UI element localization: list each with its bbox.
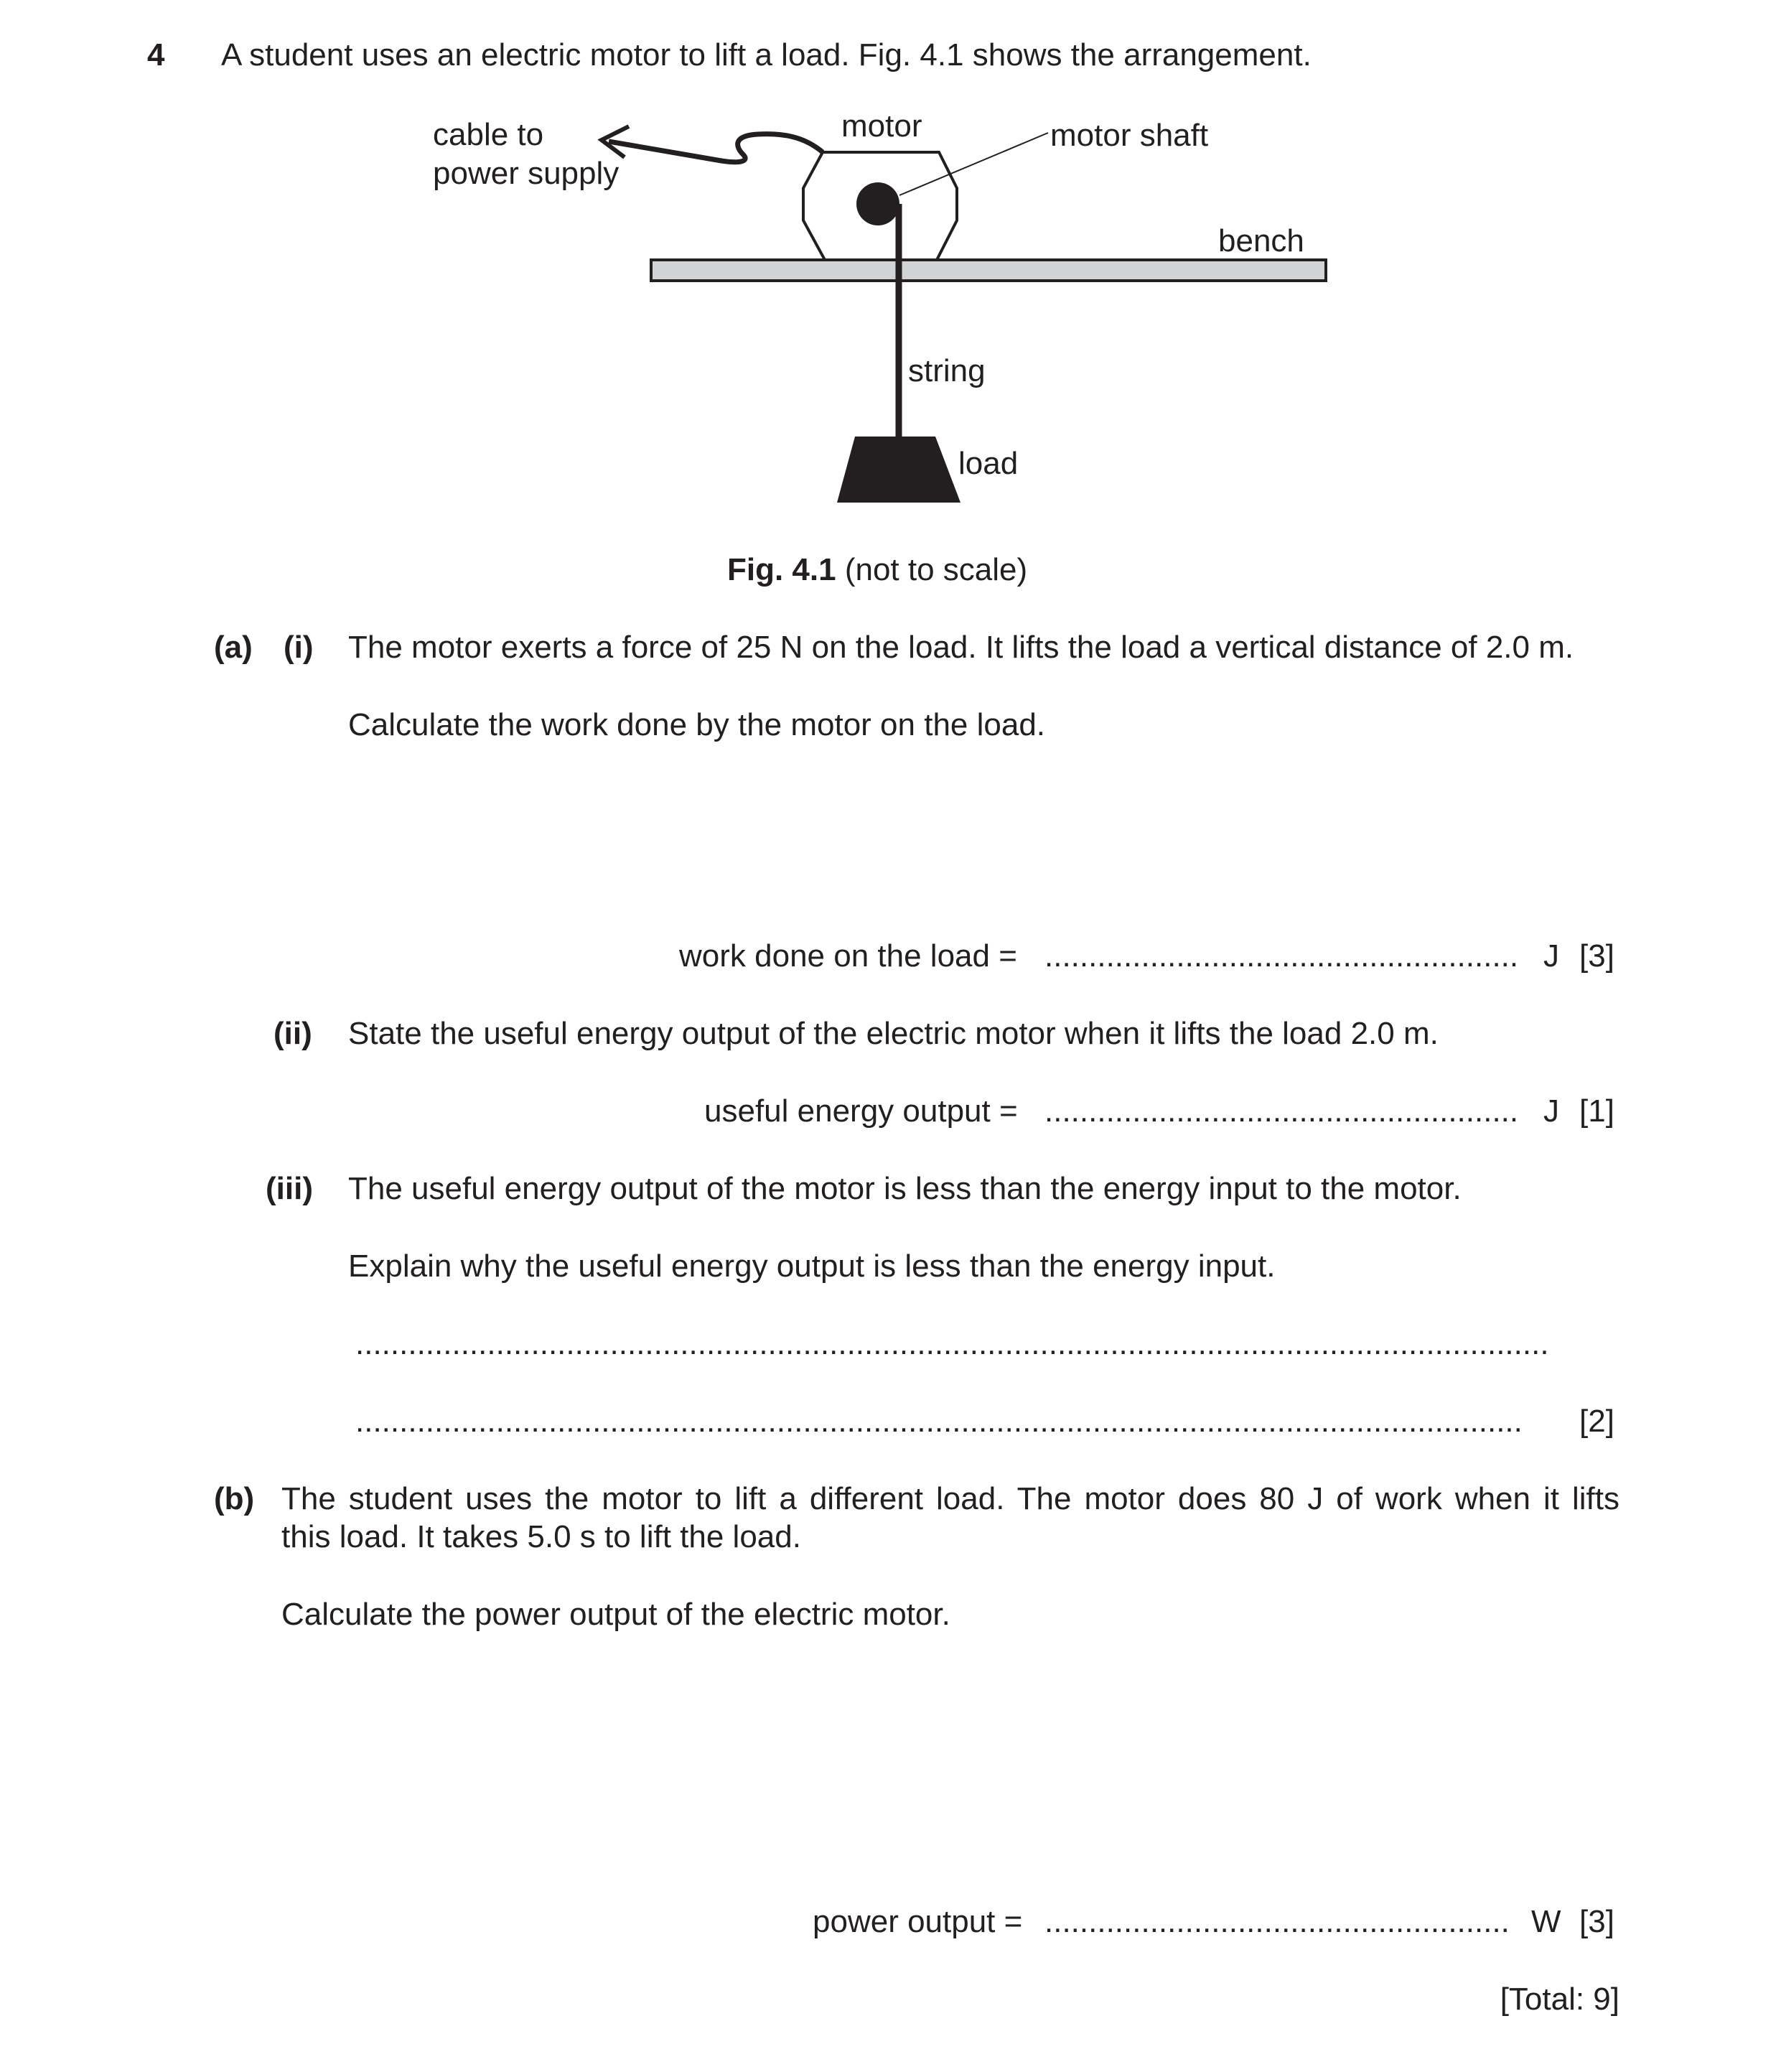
label-bench: bench: [1218, 223, 1304, 258]
part-a-ii-text: State the useful energy output of the electric motor when it lifts the load 2.0 m.: [348, 1016, 1439, 1051]
power-output-answer-label: power output =: [813, 1904, 1023, 1939]
caption-figure-number: Fig. 4.1: [727, 552, 836, 587]
part-a-iii-label: (iii): [266, 1171, 313, 1206]
part-a-label: (a): [214, 630, 253, 665]
part-a-iii-marks: [2]: [1579, 1404, 1614, 1439]
cable: [609, 134, 823, 162]
label-motor-shaft: motor shaft: [1050, 118, 1209, 153]
part-b-instruction: Calculate the power output of the electric motor.: [281, 1597, 950, 1632]
question-intro: A student uses an electric motor to lift a load. Fig. 4.1 shows the arrangement.: [221, 37, 1312, 73]
work-done-answer-field[interactable]: ......................................................: [1044, 938, 1519, 974]
part-a-iii-instruction: Explain why the useful energy output is less than the energy input.: [348, 1249, 1276, 1284]
part-b-text-line1: The student uses the motor to lift a different load. The motor does 80 J of work when it lifts: [281, 1481, 1619, 1516]
part-a-i-label: (i): [284, 630, 314, 665]
part-a-ii-marks: [1]: [1579, 1093, 1614, 1129]
label-cable-line2: power supply: [433, 156, 620, 191]
useful-energy-answer-field[interactable]: ......................................................: [1044, 1093, 1519, 1129]
total-marks: [Total: 9]: [1500, 1982, 1619, 2017]
explanation-answer-line-1[interactable]: ........................................................................................................................................: [355, 1326, 1549, 1361]
power-output-answer-field[interactable]: .....................................................: [1044, 1904, 1510, 1939]
work-done-unit: J: [1543, 938, 1559, 974]
caption-note: (not to scale): [844, 552, 1028, 587]
work-done-answer-label: work done on the load =: [679, 938, 1017, 974]
label-string: string: [908, 353, 986, 388]
bench: [651, 260, 1326, 281]
power-output-unit: W: [1531, 1904, 1561, 1939]
part-b-label: (b): [214, 1481, 255, 1516]
part-a-ii-label: (ii): [274, 1016, 312, 1051]
part-a-iii-text: The useful energy output of the motor is less than the energy input to the motor.: [348, 1171, 1462, 1206]
part-a-i-text: The motor exerts a force of 25 N on the load. It lifts the load a vertical distance of 2.0 m.: [348, 630, 1574, 665]
question-number: 4: [147, 37, 165, 73]
load: [837, 437, 960, 503]
part-a-i-instruction: Calculate the work done by the motor on the load.: [348, 707, 1046, 742]
part-b-text-line2: this load. It takes 5.0 s to lift the load.: [281, 1519, 801, 1554]
part-a-i-marks: [3]: [1579, 938, 1614, 974]
label-cable-line1: cable to: [433, 117, 544, 152]
useful-energy-unit: J: [1543, 1093, 1559, 1129]
figure-caption: [727, 554, 1027, 586]
label-load: load: [958, 446, 1019, 481]
useful-energy-answer-label: useful energy output =: [704, 1093, 1018, 1129]
explanation-answer-line-2[interactable]: .....................................................................................................................................: [355, 1404, 1523, 1439]
label-motor: motor: [841, 108, 922, 144]
motor-shaft: [856, 182, 899, 225]
figure-4-1: [0, 0, 1781, 546]
part-b-marks: [3]: [1579, 1904, 1614, 1939]
